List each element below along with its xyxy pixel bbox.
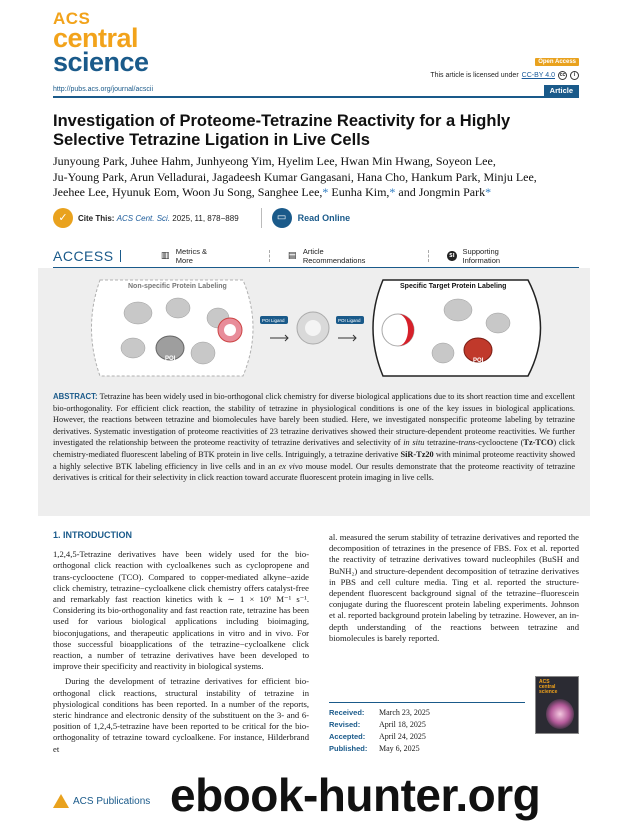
cite-row	[53, 207, 579, 229]
access-dotted-divider	[428, 250, 429, 262]
logo-central: central	[53, 22, 139, 53]
watermark: ebook-hunter.org	[170, 769, 541, 821]
access-dotted-divider	[269, 250, 270, 262]
right-panel-label: Specific Target Protein Labeling	[400, 283, 507, 290]
read-online-icon[interactable]: ▭	[272, 208, 292, 228]
corresponding-star-icon[interactable]: *	[485, 185, 492, 199]
by-icon: i	[570, 71, 579, 80]
intro-paragraph-2: During the development of tetrazine derivatives for efficient bio-orthogonal click reactions, structural instability of tetrazine in physiological conditions has been reported. In a number of the reports, steric hindrance and electronic density of the substituent on the 3- and 6-position of 1,2,4,5-tetrazine have been reported to be critical for the bio-orthogonality of tetrazine toward cycloalkene. For instance, Hilderbrand et	[53, 676, 309, 754]
section-heading: 1. INTRODUCTION	[53, 530, 133, 540]
supporting-info-link[interactable]: SI Supporting Information	[449, 246, 501, 265]
open-access-badge: Open Access	[535, 58, 579, 66]
cc-icon: cc	[559, 72, 566, 78]
article-title: Investigation of Proteome-Tetrazine Reactivity for a Highly Selective Tetrazine Ligation in Live Cells	[53, 112, 511, 149]
authors-line-3: Jeehee Lee, Hyunuk Eom, Woon Ju Song, Sanghee Lee,* Eunha Kim,* and Jongmin Park*	[53, 185, 492, 199]
cover-title: ACS central science	[539, 679, 558, 695]
cite-divider	[261, 208, 262, 228]
journal-logo	[53, 9, 149, 77]
acs-publications-logo[interactable]: ACS Publications	[53, 794, 150, 808]
acs-triangle-icon	[53, 794, 69, 808]
journal-url-bar	[53, 86, 579, 98]
graphical-abstract	[38, 268, 590, 388]
poi-label-right: POI	[473, 358, 484, 364]
access-label: ACCESS	[53, 247, 114, 264]
license-line	[430, 71, 579, 80]
article-type-tag: Article	[544, 85, 579, 97]
abstract: ABSTRACT: Tetrazine has been widely used in bio-orthogonal click chemistry for diverse biological applications due to its short reaction time and excellent bio-orthogonality. For efficient click reaction, the stability of tetrazine in physiological conditions is one of the key issues in biological applications. However, the reactions between tetrazine and biomolecules have barely been studied. Here, we investigated nonspecific proteome labeling by tetrazine derivatives. Systematic investigation of proteome reactivities of 23 tetrazine derivatives showed their structure-dependent proteome reactivities. We further investigated the relationship between the proteome reactivity of tetrazine derivatives and selectivity of in situ tetrazine-trans-cyclooctene (Tz-TCO) click chemistry-mediated fluorescent labeling of BTK protein in live cells. Intriguingly, a tetrazine derivative SiR-Tz20 with minimal proteome reactivity showed a highly selective BTK labeling efficiency in live cells and in an ex vivo mouse model. Our results demonstrate that the proteome reactivity of tetrazine derivatives is critical for their selectivity in click reaction toward accurate fluorescent protein imaging in live cells.	[38, 388, 590, 516]
published-date: May 6, 2025	[379, 744, 420, 753]
abstract-label: ABSTRACT:	[53, 392, 98, 401]
authors-line-2: Ju-Young Park, Arun Velladurai, Jagadeesh Kumar Gangasani, Hana Cho, Hankum Park, Minju Lee,	[53, 169, 537, 184]
cite-text	[78, 214, 239, 223]
read-online-link[interactable]: Read Online	[297, 213, 351, 223]
logo-acs: ACS	[53, 9, 91, 28]
access-bar	[53, 244, 579, 268]
corresponding-star-icon[interactable]: *	[322, 185, 329, 199]
graphical-abstract-svg	[38, 268, 590, 388]
intro-left-column	[53, 530, 309, 755]
license-text: This article is licensed under	[430, 72, 519, 79]
accepted-date: April 24, 2025	[379, 732, 426, 741]
bar-chart-icon: ▥	[160, 250, 170, 261]
cover-art	[546, 699, 574, 729]
metrics-link[interactable]: ▥ Metrics & More	[160, 246, 208, 265]
cite-label: Cite This:	[78, 213, 115, 223]
journal-cover-thumbnail[interactable]	[535, 676, 579, 734]
authors-line-1: Junyoung Park, Juhee Hahm, Junhyeong Yim, Hyelim Lee, Hwan Min Hwang, Soyeon Lee,	[53, 154, 496, 168]
document-icon: ▤	[287, 250, 297, 261]
middle-cell-core	[305, 320, 321, 336]
publication-dates: Received: March 23, 2025 Revised: April 18, 2025 Accepted: April 24, 2025 Published: May 6, 2025	[329, 702, 525, 755]
author-list	[53, 154, 579, 201]
cite-check-icon: ✓	[53, 208, 73, 228]
intro-paragraph-3: al. measured the serum stability of tetrazine derivatives and reported the decomposition of tetrazines in the presence of FBS. Fox et al. reported the reactivity of tetrazine derivatives toward nucleophiles (BuSH and BuNH₂) and structure-dependent decomposition of tetrazine derivatives in PBS and cell culture media. Ting et al. reported the structure-dependent fluorescent background signal of the tetrazine−fluorescein conjugate during the fluorescent protein labeling experiments. Johnson et al. reported background protein labeling by tetrazine. However, an in-depth understanding of the reactions between tetrazine and biomolecules is barely reported.	[329, 532, 579, 643]
si-icon: SI	[449, 252, 455, 259]
license-link[interactable]: CC-BY 4.0	[521, 72, 555, 79]
cite-journal[interactable]: ACS Cent. Sci.	[116, 213, 171, 223]
journal-url[interactable]: http://pubs.acs.org/journal/acscii	[53, 86, 153, 93]
poi-ligand-1: POI Ligand	[262, 318, 285, 323]
poi-label-left: POI	[165, 356, 176, 362]
left-panel-label: Non-specific Protein Labeling	[128, 283, 227, 290]
recommendations-link[interactable]: ▤ Article Recommendations	[287, 246, 366, 265]
corresponding-star-icon[interactable]: *	[389, 185, 396, 199]
intro-paragraph-1: 1,2,4,5-Tetrazine derivatives have been widely used for the bio-orthogonal click reaction with cycloalkenes such as cyclopropene and trans-cyclooctene (TCO). Compared to copper-mediated alkyne−azide click chemistry, tetrazine−cycloalkene click chemistry offers catalyst-free and remarkably fast reaction kinetics with k ∼ 1 × 10⁶ M⁻¹ s⁻¹. Considering its bio-orthogonality and fast reaction rate, tetrazine has been used for various biological applications including bioimaging, bioconjugations, and therapeutic applications in vitro and in vivo. For those successful bioapplications of the tetrazine−cycloalkene click reaction, a number of tetrazine derivatives have been developed to improve their specificity and reactivity in biological systems.	[53, 549, 309, 672]
received-date: March 23, 2025	[379, 708, 430, 717]
logo-science: science	[53, 46, 149, 77]
left-cell-core	[224, 324, 236, 336]
intro-right-column	[329, 532, 579, 644]
revised-date: April 18, 2025	[379, 720, 426, 729]
poi-ligand-2: POI Ligand	[338, 318, 361, 323]
access-separator	[120, 250, 121, 262]
cite-details: 2025, 11, 878−889	[172, 213, 239, 223]
